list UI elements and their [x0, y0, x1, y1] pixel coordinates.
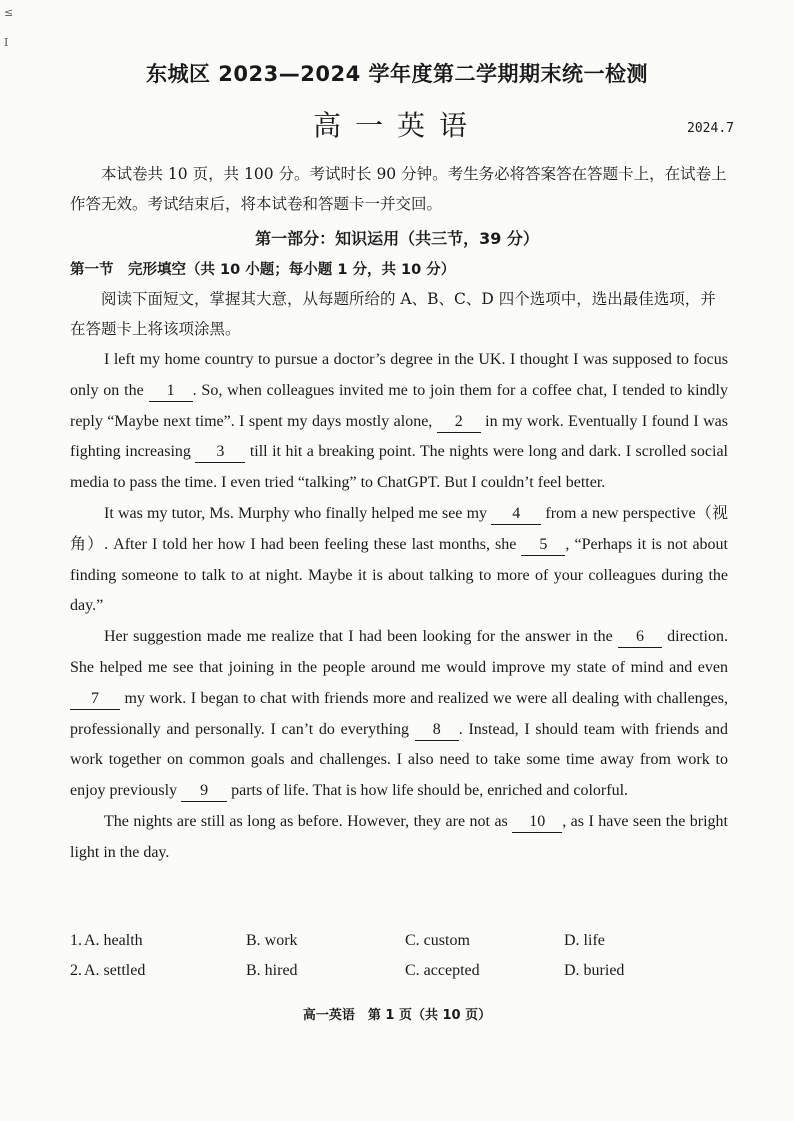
passage-paragraph	[70, 345, 728, 499]
passage-text: parts of life. That is how life should be, enriched and colorful.	[227, 782, 629, 800]
blank-10: 10	[512, 812, 562, 833]
edge-mark: I	[4, 36, 9, 49]
blank-5: 5	[521, 535, 565, 556]
passage-text: from a new perspective（视角）. After I told her how I had been feeling these last months, she	[70, 504, 728, 553]
question-options	[70, 932, 730, 992]
blank-9: 9	[181, 781, 227, 802]
option-c: C. custom	[405, 932, 470, 949]
passage-paragraph	[70, 499, 728, 622]
passage-text: , as I have seen the bright light in the day.	[70, 812, 729, 861]
passage-text: in my work. Eventually I found I was fighting increasing	[70, 412, 729, 461]
exam-title: 东城区 2023—2024 学年度第二学期期末统一检测	[145, 62, 648, 86]
passage-text: my work. I began to chat with friends more and realized we were all dealing with challenges, professionally and personally. I can’t do everything	[70, 689, 728, 738]
page-footer: 高一英语 第 1 页（共 10 页）	[302, 1008, 492, 1023]
option-d: D. life	[564, 932, 605, 949]
option-d: D. buried	[564, 962, 625, 979]
blank-3: 3	[195, 442, 245, 463]
blank-4: 4	[491, 504, 541, 525]
exam-date: 2024.7	[687, 121, 734, 136]
option-c: C. accepted	[405, 962, 480, 979]
passage-text: It was my tutor, Ms. Murphy who finally helped me see my	[104, 504, 492, 522]
blank-2: 2	[437, 412, 481, 433]
passage-text: The nights are still as long as before. However, they are not as	[104, 812, 513, 830]
question-number: 1.	[70, 932, 82, 949]
passage-text: Her suggestion made me realize that I had been looking for the answer in the	[104, 628, 618, 646]
passage-paragraph	[70, 622, 728, 807]
blank-8: 8	[415, 720, 459, 741]
question-row	[70, 962, 730, 992]
subject-title: 高一英语	[312, 109, 481, 142]
passage-text: . So, when colleagues invited me to join them for a coffee chat, I tended to kindly reply “Maybe next time”. I spent my days mostly alone,	[70, 381, 729, 430]
cloze-passage	[70, 345, 728, 869]
passage-text: . Instead, I should team with friends and work together on common goals and challenges. I also need to take some time away from work to enjoy previously	[70, 720, 729, 800]
option-a: A. health	[84, 932, 143, 949]
edge-mark: ≤	[4, 6, 14, 19]
passage-text: I left my home country to pursue a doctor’s degree in the UK. I thought I was supposed to focus only on the	[70, 351, 728, 399]
question-number: 2.	[70, 962, 82, 979]
passage-text: till it hit a breaking point. The nights were long and dark. I scrolled social media to pass the time. I even tried “talking” to ChatGPT. But I couldn’t feel better.	[70, 443, 728, 492]
option-b: B. work	[246, 932, 298, 949]
passage-text: , “Perhaps it is not about finding someone to talk to at night. Maybe it is about talking to more of your colleagues during the day.”	[70, 535, 729, 615]
blank-1: 1	[149, 381, 193, 402]
blank-7: 7	[70, 689, 120, 710]
section-heading: 第一节 完形填空（共 10 小题；每小题 1 分，共 10 分）	[70, 262, 456, 278]
part-heading: 第一部分：知识运用（共三节，39 分）	[255, 229, 539, 248]
question-row	[70, 932, 730, 962]
blank-6: 6	[618, 627, 662, 648]
passage-text: direction. She helped me see that joining in the people around me would improve my state of mind and even	[70, 628, 728, 676]
section-directions: 阅读下面短文，掌握其大意，从每题所给的 A、B、C、D 四个选项中，选出最佳选项，并在答题卡上将该项涂黑。	[70, 290, 716, 338]
option-a: A. settled	[84, 962, 146, 979]
passage-paragraph	[70, 807, 728, 869]
option-b: B. hired	[246, 962, 298, 979]
exam-instructions: 本试卷共 10 页，共 100 分。考试时长 90 分钟。考生务必将答案答在答题卡上，在试卷上作答无效。考试结束后，将本试卷和答题卡一并交回。	[70, 165, 727, 213]
